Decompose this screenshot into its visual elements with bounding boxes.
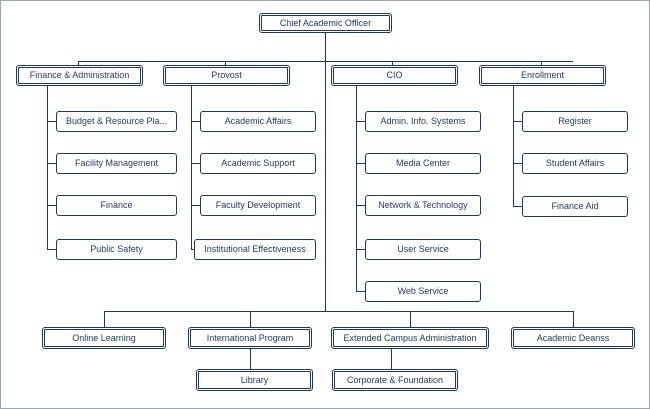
node-label: Register [558, 116, 592, 126]
node-label: Admin. Info. Systems [380, 116, 466, 126]
connector-footer-drop-1 [250, 349, 251, 369]
node-student-affairs[interactable] [522, 153, 628, 174]
node-international-program[interactable] [188, 327, 312, 349]
node-enrollment[interactable] [479, 65, 606, 86]
connector-cio-b2 [356, 163, 365, 164]
node-provost[interactable] [163, 65, 290, 86]
node-finance-aid[interactable] [522, 196, 628, 217]
connector-main-spine [325, 61, 326, 311]
connector-finance-b1 [47, 121, 56, 122]
node-label: CIO [386, 70, 403, 80]
connector-cio-b4 [356, 249, 365, 250]
node-label: Corporate & Foundation [346, 374, 444, 385]
connector-root-down [325, 32, 326, 61]
node-label: Finance & Administration [29, 70, 130, 80]
connector-provost-b3 [191, 205, 200, 206]
node-label: Academic Support [221, 158, 295, 168]
node-corporate-foundation[interactable] [332, 369, 458, 391]
node-chief-academic-officer[interactable] [259, 13, 392, 33]
connector-provost-b2 [191, 163, 200, 164]
connector-enrollment-b1 [513, 121, 522, 122]
node-finance[interactable] [56, 195, 177, 216]
node-extended-campus-administration[interactable] [331, 327, 489, 349]
node-label: Media Center [395, 158, 451, 168]
node-label: Web Service [397, 286, 449, 296]
node-finance-administration[interactable] [16, 65, 143, 86]
node-label: Network & Technology [378, 200, 468, 210]
node-faculty-development[interactable] [200, 195, 316, 216]
connector-enrollment-stem [513, 85, 514, 207]
connector-bottom-drop-3 [410, 311, 411, 327]
node-label: Finance Aid [551, 201, 599, 211]
connector-provost-b1 [191, 121, 200, 122]
connector-enrollment-b2 [513, 163, 522, 164]
connector-cio-b5 [356, 291, 365, 292]
node-label: Academic Affairs [224, 116, 292, 126]
connector-bottom-drop-4 [573, 311, 574, 327]
connector-bottom-drop-1 [104, 311, 105, 327]
node-facility-management[interactable] [56, 153, 177, 174]
node-label: Student Affairs [545, 158, 605, 168]
node-user-service[interactable] [365, 239, 481, 260]
connector-bottom-drop-2 [250, 311, 251, 327]
node-label: Finance [100, 200, 133, 210]
node-cio[interactable] [331, 65, 458, 86]
node-label: Online Learning [72, 332, 136, 343]
node-label: Enrollment [520, 70, 565, 80]
node-media-center[interactable] [365, 153, 481, 174]
connector-cio-b1 [356, 121, 365, 122]
node-label: Academic Deanss [536, 332, 610, 343]
node-library[interactable] [196, 369, 313, 391]
node-budget-resource-planning[interactable] [56, 111, 177, 132]
node-web-service[interactable] [365, 281, 481, 302]
node-register[interactable] [522, 111, 628, 132]
node-label: International Program [206, 332, 294, 343]
connector-cio-b3 [356, 205, 365, 206]
connector-finance-b2 [47, 163, 56, 164]
connector-footer-drop-2 [391, 349, 392, 369]
node-public-safety[interactable] [56, 239, 177, 260]
connector-bottom-bus [104, 311, 574, 312]
node-academic-affairs[interactable] [200, 111, 316, 132]
node-label: Extended Campus Administration [343, 332, 477, 343]
connector-finance-b3 [47, 205, 56, 206]
connector-finance-b4 [47, 249, 56, 250]
node-label: Institutional Effectiveness [204, 244, 306, 254]
node-label: User Service [397, 244, 449, 254]
connector-provost-stem [191, 85, 192, 250]
node-academic-deanss[interactable] [511, 327, 635, 349]
node-network-technology[interactable] [365, 195, 481, 216]
node-online-learning[interactable] [42, 327, 166, 349]
node-label: Provost [211, 70, 242, 80]
connector-cio-stem [356, 85, 357, 291]
node-label: Public Safety [90, 244, 143, 254]
connector-finance-stem [47, 85, 48, 250]
node-academic-support[interactable] [200, 153, 316, 174]
node-label: Faculty Development [215, 200, 301, 210]
node-admin-info-systems[interactable] [365, 111, 481, 132]
node-label: Facility Management [74, 158, 159, 168]
node-label: Chief Academic Officer [279, 17, 372, 28]
node-institutional-effectiveness[interactable] [194, 239, 316, 260]
connector-enrollment-b3 [513, 206, 522, 207]
node-label: Budget & Resource Pla... [65, 116, 168, 126]
node-label: Library [240, 374, 269, 385]
